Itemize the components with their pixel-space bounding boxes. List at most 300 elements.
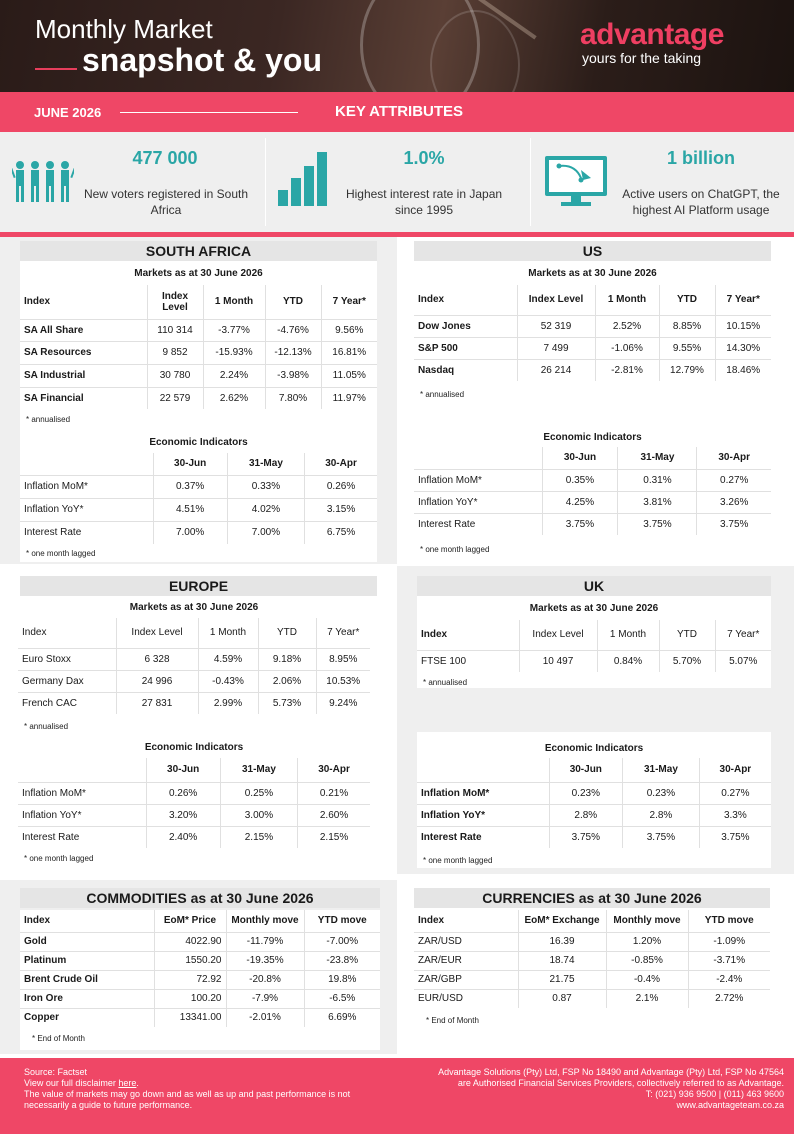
econ-table: [18, 758, 370, 848]
cell: -3.98%: [265, 364, 321, 387]
econ-subtitle: Economic Indicators: [544, 743, 644, 754]
currencies-table: [414, 910, 770, 1008]
table-row: [414, 989, 770, 1008]
row-label: S&P 500: [414, 337, 517, 359]
markets-table: [417, 620, 771, 672]
row-label: Inflation YoY*: [414, 491, 542, 513]
attribute-description: Active users on ChatGPT, the highest AI Platform usage: [622, 187, 780, 217]
cell: 7 499: [517, 337, 595, 359]
disclaimer-prefix: View our full disclaimer: [24, 1078, 119, 1088]
column-header: Index: [20, 285, 147, 319]
econ-subtitle: Economic Indicators: [543, 432, 642, 443]
cell: -3.77%: [203, 319, 265, 341]
cell: -19.35%: [226, 951, 304, 970]
section-title: [414, 888, 770, 908]
column-header: 31-May: [220, 758, 297, 782]
section-title-main: COMMODITIES: [86, 890, 187, 906]
table-row: [18, 648, 370, 670]
cell: 1.20%: [606, 932, 688, 951]
cell: 9.56%: [321, 319, 377, 341]
column-header: 7 Year*: [316, 618, 370, 648]
cell: 4.51%: [153, 498, 227, 521]
divider-line: [120, 112, 298, 113]
cell: 0.35%: [542, 469, 618, 491]
europe-section: [0, 572, 397, 872]
column-header: Index: [18, 618, 116, 648]
row-label: Inflation MoM*: [417, 782, 549, 804]
column-header: 1 Month: [198, 618, 258, 648]
table-row: [414, 359, 771, 381]
markets-subtitle: Markets as at 30 June 2026: [129, 602, 259, 613]
row-label: EUR/USD: [418, 993, 464, 1005]
footnote: * End of Month: [32, 1034, 85, 1043]
cell: 3.75%: [699, 826, 771, 848]
cell: 3.75%: [623, 826, 700, 848]
table-row: [414, 932, 770, 951]
markets-subtitle: Markets as at 30 June 2026: [529, 603, 659, 614]
disclaimer-suffix: .: [136, 1078, 139, 1088]
table-row: [20, 1008, 380, 1027]
column-header: 31-May: [623, 758, 700, 782]
cell: 2.8%: [623, 804, 700, 826]
cell: 0.23%: [623, 782, 700, 804]
column-header: Index Level: [147, 285, 203, 319]
us-section: [397, 237, 794, 564]
row-label: Inflation YoY*: [417, 804, 549, 826]
commodities-section: [0, 880, 397, 1054]
cell: 0.84%: [597, 650, 659, 672]
cell: -7.9%: [226, 989, 304, 1008]
cell: -23.8%: [304, 951, 380, 970]
table-row: [414, 315, 771, 337]
economic-indicators-panel: [417, 732, 771, 868]
cell: -2.01%: [226, 1008, 304, 1027]
cell: 10.53%: [316, 670, 370, 692]
cell: 0.27%: [699, 782, 771, 804]
row-label: Copper: [24, 1012, 59, 1024]
footnote: * annualised: [420, 390, 465, 399]
table-row: [18, 804, 370, 826]
row-label: Inflation MoM*: [414, 469, 542, 491]
attribute-chatgpt: [531, 132, 794, 232]
cell: 3.26%: [697, 491, 771, 513]
attribute-description: Highest interest rate in Japan since 1995: [345, 187, 503, 217]
row-label: SA All Share: [20, 319, 147, 341]
cell: 7.00%: [227, 521, 304, 544]
currencies-section: [397, 880, 794, 1054]
disclaimer-line: [24, 1078, 394, 1089]
cell: 0.21%: [298, 782, 370, 804]
row-label: Germany Dax: [18, 670, 116, 692]
cell: -6.5%: [304, 989, 380, 1008]
cell: -0.4%: [606, 970, 688, 989]
column-header: [417, 758, 549, 782]
table-row: [417, 782, 771, 804]
cell: 8.95%: [316, 648, 370, 670]
cell: 3.00%: [220, 804, 297, 826]
row-label: SA Industrial: [20, 364, 147, 387]
cell: -15.93%: [203, 341, 265, 364]
footer-right: [384, 1067, 784, 1111]
key-attributes-bar: [0, 92, 794, 132]
cell: 4.02%: [227, 498, 304, 521]
cell: -12.13%: [265, 341, 321, 364]
table-row: [20, 951, 380, 970]
disclaimer-link[interactable]: here: [118, 1078, 137, 1088]
footer-left: [24, 1067, 394, 1111]
cell: -7.00%: [304, 932, 380, 951]
column-header: Monthly move: [226, 910, 304, 932]
cell: 3.75%: [542, 513, 618, 535]
cell: -0.85%: [606, 951, 688, 970]
column-header: 31-May: [227, 453, 304, 475]
cell: 7.80%: [265, 387, 321, 409]
row-label: ZAR/EUR: [414, 951, 518, 970]
monitor-icon: [545, 156, 609, 208]
cell: 27 831: [116, 692, 198, 714]
table-row: [18, 782, 370, 804]
column-header: [414, 447, 542, 469]
cell: 1550.20: [154, 951, 226, 970]
cell: 3.75%: [618, 513, 697, 535]
cell: 6.75%: [305, 521, 377, 544]
cell: 4.59%: [198, 648, 258, 670]
column-header: YTD: [659, 285, 715, 315]
south-africa-section: [0, 237, 397, 564]
column-header: 1 Month: [203, 285, 265, 319]
cell: 18.46%: [715, 359, 771, 381]
column-header: Index: [417, 620, 519, 650]
table-row: [20, 932, 380, 951]
row-label: Interest Rate: [24, 527, 82, 539]
footnote: * annualised: [423, 678, 468, 687]
attribute-value: 477 000: [132, 148, 198, 168]
newsletter-title-line1: Monthly Market: [35, 14, 213, 44]
table-row: [414, 469, 771, 491]
column-header: Index: [20, 910, 154, 932]
row-label: Nasdaq: [418, 364, 455, 376]
row-label: French CAC: [22, 697, 78, 709]
table-row: [20, 970, 380, 989]
cell: 2.24%: [203, 364, 265, 387]
section-title: [20, 888, 380, 908]
table-row: [20, 498, 377, 521]
econ-table: [20, 453, 377, 544]
cell: 24 996: [116, 670, 198, 692]
column-header: 30-Jun: [146, 758, 220, 782]
economic-indicators-panel: [414, 423, 771, 559]
title-accent-line: [35, 68, 77, 70]
footnote: * annualised: [24, 722, 69, 731]
column-header: 30-Jun: [549, 758, 623, 782]
markets-table: [18, 618, 370, 714]
currencies-panel: [414, 910, 770, 1030]
row-label: Inflation YoY*: [20, 498, 153, 521]
table-row: [20, 387, 377, 409]
cell: -3.71%: [688, 951, 770, 970]
section-title-sub: as at 30 June 2026: [578, 890, 702, 906]
markets-table: [414, 285, 771, 381]
cell: -1.09%: [688, 932, 770, 951]
cell: 2.60%: [298, 804, 370, 826]
key-attributes-panel: [0, 132, 794, 232]
cell: 0.33%: [227, 475, 304, 498]
brand-logo: advantage: [580, 18, 724, 51]
cell: 11.05%: [321, 364, 377, 387]
cell: 0.37%: [153, 475, 227, 498]
row-label: Inflation MoM*: [20, 475, 153, 498]
cell: 7.00%: [153, 521, 227, 544]
cell: 0.23%: [549, 782, 623, 804]
cell: 3.75%: [697, 513, 771, 535]
econ-table: [414, 447, 771, 535]
cell: 18.74: [518, 951, 606, 970]
table-row: [20, 319, 377, 341]
row-label: Gold: [20, 932, 154, 951]
cell: 16.39: [518, 932, 606, 951]
cell: 3.20%: [146, 804, 220, 826]
risk-warning: The value of markets may go down and as well as up and past performance is not necessarily a guide to future performance.: [24, 1089, 351, 1110]
attribute-value: 1.0%: [403, 148, 445, 168]
row-label: Interest Rate: [421, 831, 482, 843]
column-header: 31-May: [618, 447, 697, 469]
cell: -1.06%: [595, 337, 659, 359]
table-row: [414, 337, 771, 359]
row-label: Inflation MoM*: [18, 782, 146, 804]
brand-tagline: yours for the taking: [582, 50, 702, 66]
column-header: YTD move: [304, 910, 380, 932]
attribute-voters: [0, 132, 265, 232]
cell: 9.24%: [316, 692, 370, 714]
website-link[interactable]: www.advantageteam.co.za: [676, 1100, 784, 1110]
econ-table: [417, 758, 771, 848]
section-title: US: [414, 241, 771, 261]
cell: 2.15%: [220, 826, 297, 848]
cell: 72.92: [154, 970, 226, 989]
footnote: * End of Month: [426, 1016, 479, 1025]
row-label: Iron Ore: [20, 989, 154, 1008]
cell: 100.20: [154, 989, 226, 1008]
column-header: 7 Year*: [321, 285, 377, 319]
cell: 5.70%: [659, 650, 715, 672]
commodities-table: [20, 910, 380, 1027]
column-header: Monthly move: [606, 910, 688, 932]
key-attributes-heading: KEY ATTRIBUTES: [335, 103, 464, 120]
table-row: [414, 491, 771, 513]
cell: 6.69%: [304, 1008, 380, 1027]
column-header: Index: [414, 285, 517, 315]
footnote: * annualised: [26, 415, 71, 424]
cell: 2.15%: [298, 826, 370, 848]
row-label: Platinum: [20, 951, 154, 970]
cell: 2.8%: [549, 804, 623, 826]
cell: 5.07%: [715, 650, 771, 672]
column-header: YTD: [258, 618, 316, 648]
cell: 30 780: [147, 364, 203, 387]
column-header: 7 Year*: [715, 620, 771, 650]
cell: 2.40%: [146, 826, 220, 848]
section-title-main: CURRENCIES: [482, 890, 575, 906]
column-header: YTD: [659, 620, 715, 650]
table-row: [417, 804, 771, 826]
column-header: 30-Apr: [298, 758, 370, 782]
column-header: 7 Year*: [715, 285, 771, 315]
cell: 4.25%: [542, 491, 618, 513]
footnote: * one month lagged: [420, 545, 490, 554]
column-header: 30-Jun: [153, 453, 227, 475]
column-header: Index: [414, 910, 518, 932]
economic-indicators-panel: [20, 429, 377, 562]
cell: 11.97%: [321, 387, 377, 409]
column-header: [18, 758, 146, 782]
cell: 2.99%: [198, 692, 258, 714]
bar-chart-icon: [278, 152, 330, 206]
cell: 22 579: [147, 387, 203, 409]
column-header: Index Level: [517, 285, 595, 315]
cell: 14.30%: [715, 337, 771, 359]
table-row: [417, 650, 771, 672]
cell: 110 314: [147, 319, 203, 341]
econ-subtitle: Economic Indicators: [144, 742, 244, 753]
table-row: [20, 989, 380, 1008]
row-label: Brent Crude Oil: [20, 970, 154, 989]
column-header: YTD move: [688, 910, 770, 932]
section-title: SOUTH AFRICA: [20, 241, 377, 261]
column-header: 1 Month: [597, 620, 659, 650]
cell: 2.72%: [688, 989, 770, 1008]
footer: [0, 1058, 794, 1134]
cell: 0.26%: [305, 475, 377, 498]
attribute-interest-rate: [266, 132, 530, 232]
column-header: 30-Jun: [542, 447, 618, 469]
markets-panel: [414, 261, 771, 431]
cell: -4.76%: [265, 319, 321, 341]
attribute-description: New voters registered in South Africa: [83, 187, 249, 217]
cell: 9 852: [147, 341, 203, 364]
footnote: * one month lagged: [26, 549, 96, 558]
column-header: Index Level: [116, 618, 198, 648]
issue-date: JUNE 2026: [34, 105, 102, 120]
cell: 4022.90: [154, 932, 226, 951]
section-title: EUROPE: [20, 576, 377, 596]
cell: 0.87: [518, 989, 606, 1008]
markets-panel: [18, 596, 370, 736]
phone-numbers: T: (021) 936 9500 | (011) 463 9600: [645, 1089, 784, 1099]
footnote: * one month lagged: [24, 854, 94, 863]
markets-subtitle: Markets as at 30 June 2026: [134, 268, 263, 279]
cell: 2.1%: [606, 989, 688, 1008]
legal-line-2: are Authorised Financial Services Providers, collectively referred to as Advantage.: [457, 1078, 784, 1088]
cell: 3.3%: [699, 804, 771, 826]
table-row: [20, 521, 377, 544]
footnote: * one month lagged: [423, 856, 493, 865]
cell: 9.55%: [659, 337, 715, 359]
cell: 3.15%: [305, 498, 377, 521]
markets-panel: [20, 261, 377, 441]
row-label: Interest Rate: [22, 831, 80, 843]
cell: 3.75%: [549, 826, 623, 848]
cell: 9.18%: [258, 648, 316, 670]
cell: 12.79%: [659, 359, 715, 381]
cell: 16.81%: [321, 341, 377, 364]
table-row: [414, 951, 770, 970]
row-label: Euro Stoxx: [18, 648, 116, 670]
cell: 2.52%: [595, 315, 659, 337]
markets-panel: [417, 596, 771, 688]
cell: 13341.00: [154, 1008, 226, 1027]
table-row: [414, 970, 770, 989]
cell: -0.43%: [198, 670, 258, 692]
markets-subtitle: Markets as at 30 June 2026: [528, 268, 657, 279]
row-label: Inflation YoY*: [18, 804, 146, 826]
markets-table: [20, 285, 377, 409]
legal-line-1: Advantage Solutions (Pty) Ltd, FSP No 18490 and Advantage (Pty) Ltd, FSP No 47564: [438, 1067, 784, 1077]
commodities-panel: [20, 910, 380, 1050]
cell: 6 328: [116, 648, 198, 670]
economic-indicators-panel: [18, 738, 370, 868]
cell: 0.27%: [697, 469, 771, 491]
cell: -11.79%: [226, 932, 304, 951]
row-label: Interest Rate: [418, 518, 476, 530]
column-header: EoM* Price: [154, 910, 226, 932]
cell: 10 497: [519, 650, 597, 672]
column-header: 30-Apr: [697, 447, 771, 469]
cell: 0.25%: [220, 782, 297, 804]
people-icon: [12, 158, 74, 206]
cell: 10.15%: [715, 315, 771, 337]
row-label: SA Resources: [20, 341, 147, 364]
column-header: YTD: [265, 285, 321, 319]
cell: 2.62%: [203, 387, 265, 409]
cell: 5.73%: [258, 692, 316, 714]
header-banner: [0, 0, 794, 92]
table-row: [20, 364, 377, 387]
row-label: FTSE 100: [421, 655, 467, 667]
cell: -20.8%: [226, 970, 304, 989]
cell: -2.4%: [688, 970, 770, 989]
table-row: [18, 692, 370, 714]
cell: 0.26%: [146, 782, 220, 804]
row-label: Dow Jones: [414, 315, 517, 337]
table-row: [18, 670, 370, 692]
column-header: 30-Apr: [699, 758, 771, 782]
column-header: 1 Month: [595, 285, 659, 315]
cell: 21.75: [518, 970, 606, 989]
table-row: [414, 513, 771, 535]
econ-subtitle: Economic Indicators: [149, 437, 248, 448]
section-title: UK: [417, 576, 771, 596]
table-row: [20, 341, 377, 364]
table-row: [417, 826, 771, 848]
source-text: Source: Factset: [24, 1067, 88, 1077]
row-label: ZAR/USD: [414, 932, 518, 951]
row-label: ZAR/GBP: [414, 970, 518, 989]
cell: 0.31%: [618, 469, 697, 491]
row-label: SA Financial: [24, 392, 84, 404]
cell: 3.81%: [618, 491, 697, 513]
section-title-sub: as at 30 June 2026: [190, 890, 314, 906]
column-header: [20, 453, 153, 475]
uk-section: [397, 566, 794, 874]
attribute-value: 1 billion: [666, 148, 735, 168]
cell: 8.85%: [659, 315, 715, 337]
cell: -2.81%: [595, 359, 659, 381]
column-header: 30-Apr: [305, 453, 377, 475]
cell: 26 214: [517, 359, 595, 381]
table-row: [20, 475, 377, 498]
table-row: [18, 826, 370, 848]
newsletter-title-line2: snapshot & you: [82, 42, 323, 78]
